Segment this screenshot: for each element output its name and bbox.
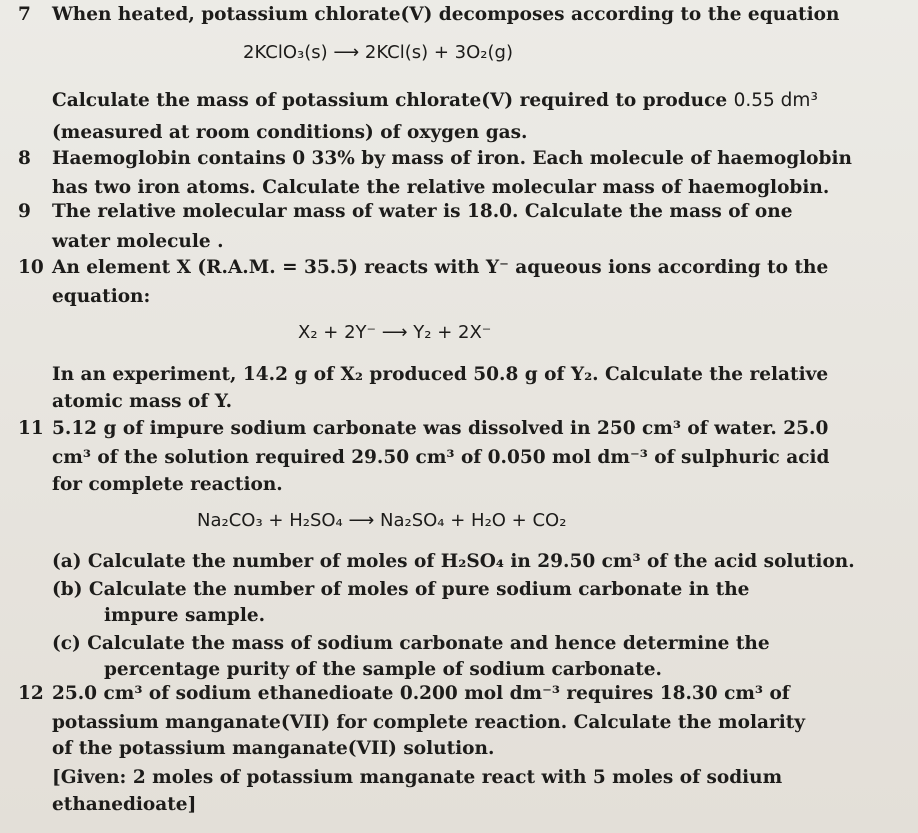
question-8 xyxy=(18,150,898,169)
question-text: of the potassium manganate(VII) solution. xyxy=(52,738,495,759)
question-text: Haemoglobin contains 0 33% by mass of iron. Each molecule of haemoglobin xyxy=(52,148,852,169)
question-text: atomic mass of Y. xyxy=(52,391,233,412)
question-10 xyxy=(18,259,898,278)
question-text: equation: xyxy=(52,286,151,307)
part-b-cont: impure sample. xyxy=(104,605,266,626)
question-number: 8 xyxy=(18,148,31,169)
part-c-cont: percentage purity of the sample of sodium carbonate. xyxy=(104,659,662,680)
equation-7: 2KClO₃(s) ⟶ 2KCl(s) + 3O₂(g) xyxy=(243,42,513,63)
question-7 xyxy=(18,6,898,25)
question-text: 25.0 cm³ of sodium ethanedioate 0.200 mol dm⁻³ requires 18.30 cm³ of xyxy=(52,683,790,704)
given-note: [Given: 2 moles of potassium manganate react with 5 moles of sodium xyxy=(52,767,783,788)
volume-value: 0.55 dm³ xyxy=(733,90,818,111)
question-text xyxy=(52,90,818,111)
question-text: Calculate the mass of potassium chlorate(V) required to produce xyxy=(52,90,734,111)
question-number: 10 xyxy=(18,257,44,278)
equation-11: Na₂CO₃ + H₂SO₄ ⟶ Na₂SO₄ + H₂O + CO₂ xyxy=(197,510,567,531)
question-text: has two iron atoms. Calculate the relative molecular mass of haemoglobin. xyxy=(52,177,830,198)
part-c: (c) Calculate the mass of sodium carbonate and hence determine the xyxy=(52,633,770,654)
question-text: water molecule . xyxy=(52,231,224,252)
question-12 xyxy=(18,685,898,704)
question-text: An element X (R.A.M. = 35.5) reacts with Y⁻ aqueous ions according to the xyxy=(52,257,829,278)
question-text: potassium manganate(VII) for complete reaction. Calculate the molarity xyxy=(52,712,806,733)
question-number: 11 xyxy=(18,418,44,439)
question-number: 12 xyxy=(18,683,44,704)
question-text: In an experiment, 14.2 g of X₂ produced 50.8 g of Y₂. Calculate the relative xyxy=(52,364,829,385)
question-11 xyxy=(18,420,898,439)
question-number: 7 xyxy=(18,4,31,25)
part-a: (a) Calculate the number of moles of H₂SO₄ in 29.50 cm³ of the acid solution. xyxy=(52,551,855,572)
equation-10: X₂ + 2Y⁻ ⟶ Y₂ + 2X⁻ xyxy=(298,322,492,343)
question-number: 9 xyxy=(18,201,31,222)
question-text: cm³ of the solution required 29.50 cm³ of 0.050 mol dm⁻³ of sulphuric acid xyxy=(52,447,830,468)
question-text: The relative molecular mass of water is 18.0. Calculate the mass of one xyxy=(52,201,793,222)
part-b: (b) Calculate the number of moles of pure sodium carbonate in the xyxy=(52,579,750,600)
question-9 xyxy=(18,203,898,222)
question-text: (measured at room conditions) of oxygen gas. xyxy=(52,122,528,143)
given-note-cont: ethanedioate] xyxy=(52,794,197,815)
question-text: When heated, potassium chlorate(V) decomposes according to the equation xyxy=(52,4,840,25)
question-text: 5.12 g of impure sodium carbonate was dissolved in 250 cm³ of water. 25.0 xyxy=(52,418,829,439)
question-text: for complete reaction. xyxy=(52,474,283,495)
